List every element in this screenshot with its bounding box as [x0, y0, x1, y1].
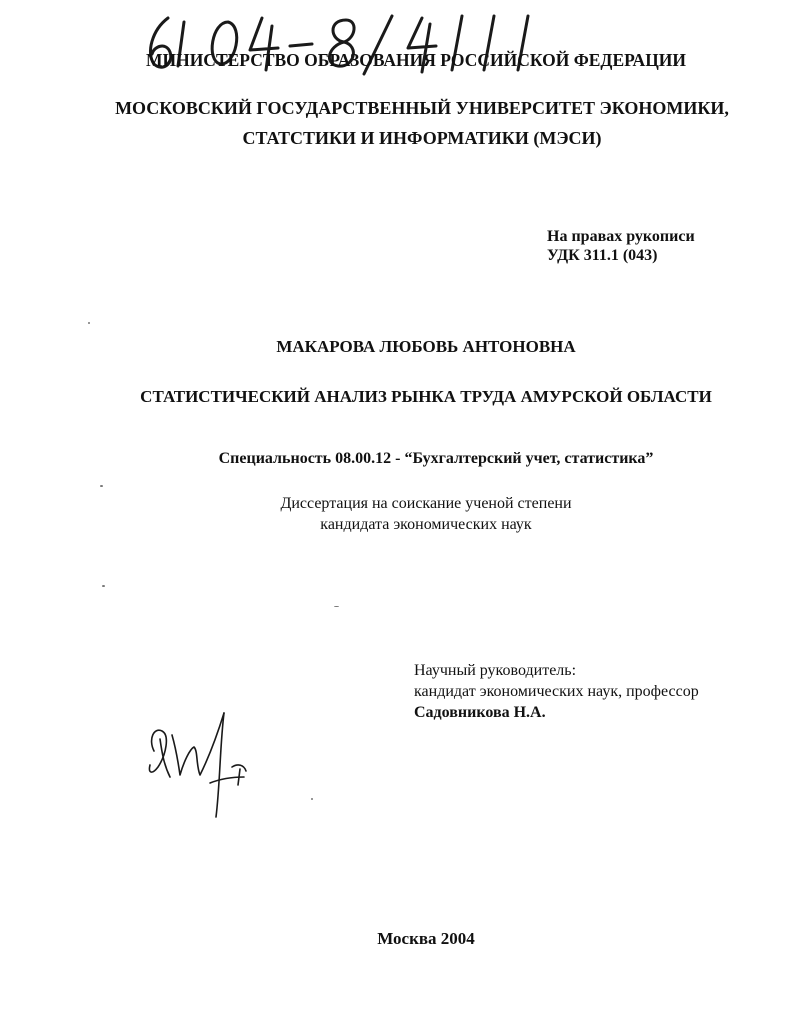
scan-speck — [100, 485, 103, 487]
supervisor-degree: кандидат экономических наук, профессор — [414, 683, 699, 700]
manuscript-rights: На правах рукописи — [547, 228, 695, 245]
scan-speck — [102, 585, 105, 587]
university-name-line2: СТАТСТИКИ И ИНФОРМАТИКИ (МЭСИ) — [242, 128, 602, 148]
university-name-line1: МОСКОВСКИЙ ГОСУДАРСТВЕННЫЙ УНИВЕРСИТЕТ ЭКОНОМИКИ, — [115, 98, 729, 118]
scan-speck — [88, 322, 90, 324]
supervisor-label: Научный руководитель: — [414, 662, 577, 679]
scan-speck — [311, 798, 313, 800]
city-year: Москва 2004 — [377, 929, 475, 948]
dissertation-title: СТАТИСТИЧЕСКИЙ АНАЛИЗ РЫНКА ТРУДА АМУРСКОЙ ОБЛАСТИ — [140, 387, 712, 406]
ministry-name: МИНИСТЕРСТВО ОБРАЗОВАНИЯ РОССИЙСКОЙ ФЕДЕРАЦИИ — [145, 50, 687, 70]
scan-speck — [334, 606, 339, 607]
specialty: Специальность 08.00.12 - “Бухгалтерский учет, статистика” — [218, 450, 654, 467]
udc-code: УДК 311.1 (043) — [547, 247, 658, 264]
signature — [140, 705, 280, 825]
supervisor-name: Садовникова Н.А. — [414, 704, 546, 721]
dissertation-degree-line2: кандидата экономических наук — [320, 516, 532, 533]
author-name: МАКАРОВА ЛЮБОВЬ АНТОНОВНА — [276, 337, 576, 356]
dissertation-degree-line1: Диссертация на соискание ученой степени — [280, 495, 572, 512]
